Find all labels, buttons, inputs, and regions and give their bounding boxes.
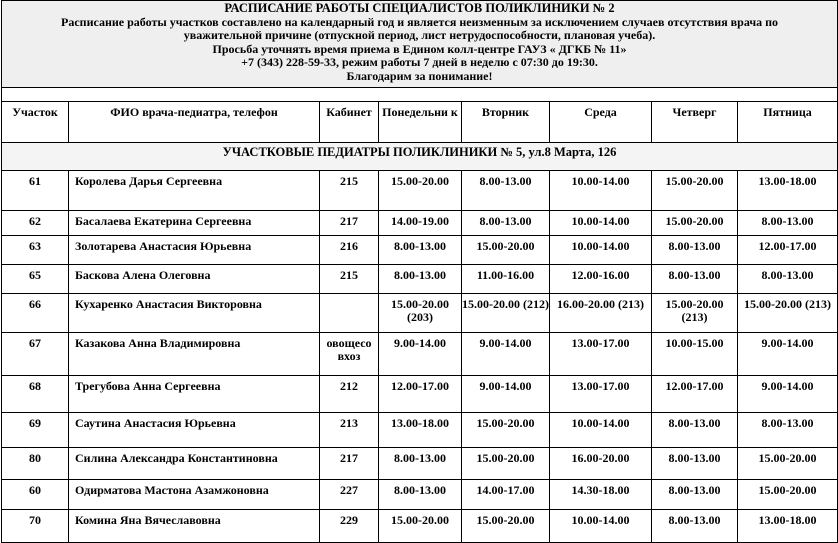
cabinet-cell: 212 [320,375,379,412]
thursday-cell: 15.00-20.00 [652,170,738,210]
thursday-cell: 8.00-13.00 [652,412,738,447]
uchastok-cell: 62 [2,210,69,235]
uchastok-cell: 66 [2,293,69,332]
tuesday-cell: 15.00-20.00 [462,447,550,479]
tuesday-cell: 11.00-16.00 [462,264,550,293]
wednesday-cell: 10.00-14.00 [550,509,652,542]
wednesday-cell: 14.30-18.00 [550,479,652,509]
wednesday-cell: 10.00-14.00 [550,235,652,264]
friday-cell: 15.00-20.00 (213) [738,293,838,332]
table-row [2,509,838,542]
header-line-3: Просьба уточнять время приема в Едином колл-центре ГАУЗ « ДГКБ № 11» [212,41,627,56]
doctor-name-cell: Золотарева Анастасия Юрьевна [69,235,320,264]
col-header-friday: Пятница [738,101,838,142]
uchastok-cell: 67 [2,332,69,375]
monday-cell: 15.00-20.00 (203) [379,293,462,332]
schedule-table [1,0,838,543]
cabinet-cell: 215 [320,264,379,293]
tuesday-cell: 8.00-13.00 [462,210,550,235]
friday-cell: 13.00-18.00 [738,509,838,542]
tuesday-cell: 9.00-14.00 [462,332,550,375]
doctor-name-cell: Королева Дарья Сергеевна [69,170,320,210]
friday-cell: 15.00-20.00 [738,479,838,509]
wednesday-cell: 16.00-20.00 [550,447,652,479]
col-header-tuesday: Вторник [462,101,550,142]
cabinet-cell [320,293,379,332]
wednesday-cell: 10.00-14.00 [550,412,652,447]
col-header-thursday: Четверг [652,101,738,142]
col-header-uchastok: Участок [2,101,69,142]
doctor-name-cell: Басалаева Екатерина Сергеевна [69,210,320,235]
wednesday-cell: 13.00-17.00 [550,332,652,375]
cabinet-cell: 213 [320,412,379,447]
thursday-cell: 8.00-13.00 [652,509,738,542]
thursday-cell: 8.00-13.00 [652,447,738,479]
table-row [2,235,838,264]
cabinet-cell: 215 [320,170,379,210]
table-row [2,264,838,293]
thursday-cell: 15.00-20.00 (213) [652,293,738,332]
doctor-name-cell: Трегубова Анна Сергеевна [69,375,320,412]
header-line-1: Расписание работы участков составлено на календарный год и является неизменным за исключением случаев отсутствия врача по [61,14,779,29]
uchastok-cell: 80 [2,447,69,479]
header-block [2,1,838,88]
friday-cell: 8.00-13.00 [738,210,838,235]
table-row [2,332,838,375]
cabinet-cell: овощесо вхоз [320,332,379,375]
friday-cell: 13.00-18.00 [738,170,838,210]
cabinet-cell: 227 [320,479,379,509]
monday-cell: 12.00-17.00 [379,375,462,412]
wednesday-cell: 10.00-14.00 [550,210,652,235]
thursday-cell: 15.00-20.00 [652,210,738,235]
header-line-5: Благодарим за понимание! [346,68,493,83]
header-row [2,1,838,88]
cabinet-cell: 217 [320,210,379,235]
table-row [2,170,838,210]
cabinet-cell: 216 [320,235,379,264]
monday-cell: 9.00-14.00 [379,332,462,375]
table-row [2,210,838,235]
col-header-monday: Понедельни к [379,101,462,142]
doctor-name-cell: Силина Александра Константиновна [69,447,320,479]
wednesday-cell: 13.00-17.00 [550,375,652,412]
doctor-name-cell: Казакова Анна Владимировна [69,332,320,375]
tuesday-cell: 8.00-13.00 [462,170,550,210]
table-row [2,375,838,412]
spacer-row [2,87,838,101]
uchastok-cell: 65 [2,264,69,293]
cabinet-cell: 217 [320,447,379,479]
col-header-name: ФИО врача-педиатра, телефон [69,101,320,142]
table-row [2,412,838,447]
schedule-rows [2,170,838,542]
monday-cell: 14.00-19.00 [379,210,462,235]
uchastok-cell: 70 [2,509,69,542]
thursday-cell: 12.00-17.00 [652,375,738,412]
monday-cell: 15.00-20.00 [379,170,462,210]
tuesday-cell: 9.00-14.00 [462,375,550,412]
doctor-name-cell: Саутина Анастасия Юрьевна [69,412,320,447]
friday-cell: 12.00-17.00 [738,235,838,264]
doctor-name-cell: Одирматова Мастона Азамжоновна [69,479,320,509]
wednesday-cell: 12.00-16.00 [550,264,652,293]
doctor-name-cell: Баскова Алена Олеговна [69,264,320,293]
thursday-cell: 8.00-13.00 [652,235,738,264]
friday-cell: 9.00-14.00 [738,375,838,412]
col-header-wednesday: Среда [550,101,652,142]
section-title: УЧАСТКОВЫЕ ПЕДИАТРЫ ПОЛИКЛИНИКИ № 5, ул.8 Марта, 126 [2,142,838,170]
page-title: РАСПИСАНИЕ РАБОТЫ СПЕЦИАЛИСТОВ ПОЛИКЛИНИКИ № 2 [224,1,615,15]
uchastok-cell: 61 [2,170,69,210]
friday-cell: 8.00-13.00 [738,412,838,447]
header-line-4: +7 (343) 228-59-33, режим работы 7 дней в неделю с 07:30 до 19:30. [241,55,598,70]
tuesday-cell: 15.00-20.00 [462,235,550,264]
monday-cell: 15.00-20.00 [379,509,462,542]
doctor-name-cell: Комина Яна Вячеславовна [69,509,320,542]
col-header-cabinet: Кабинет [320,101,379,142]
doctor-name-cell: Кухаренко Анастасия Викторовна [69,293,320,332]
monday-cell: 13.00-18.00 [379,412,462,447]
tuesday-cell: 15.00-20.00 [462,412,550,447]
monday-cell: 8.00-13.00 [379,235,462,264]
thursday-cell: 10.00-15.00 [652,332,738,375]
table-row [2,293,838,332]
thursday-cell: 8.00-13.00 [652,264,738,293]
tuesday-cell: 15.00-20.00 [462,509,550,542]
friday-cell: 9.00-14.00 [738,332,838,375]
cabinet-cell: 229 [320,509,379,542]
wednesday-cell: 10.00-14.00 [550,170,652,210]
tuesday-cell: 15.00-20.00 (212) [462,293,550,332]
header-line-2: уважительной причине (отпускной период, лист нетрудоспособности, плановая учеба). [183,28,656,43]
table-row [2,479,838,509]
uchastok-cell: 68 [2,375,69,412]
uchastok-cell: 69 [2,412,69,447]
spacer-cell [2,87,838,101]
monday-cell: 8.00-13.00 [379,264,462,293]
uchastok-cell: 63 [2,235,69,264]
thursday-cell: 8.00-13.00 [652,479,738,509]
uchastok-cell: 60 [2,479,69,509]
friday-cell: 15.00-20.00 [738,447,838,479]
column-header-row [2,101,838,142]
table-row [2,447,838,479]
section-row [2,142,838,170]
tuesday-cell: 14.00-17.00 [462,479,550,509]
monday-cell: 8.00-13.00 [379,447,462,479]
wednesday-cell: 16.00-20.00 (213) [550,293,652,332]
friday-cell: 8.00-13.00 [738,264,838,293]
monday-cell: 8.00-13.00 [379,479,462,509]
